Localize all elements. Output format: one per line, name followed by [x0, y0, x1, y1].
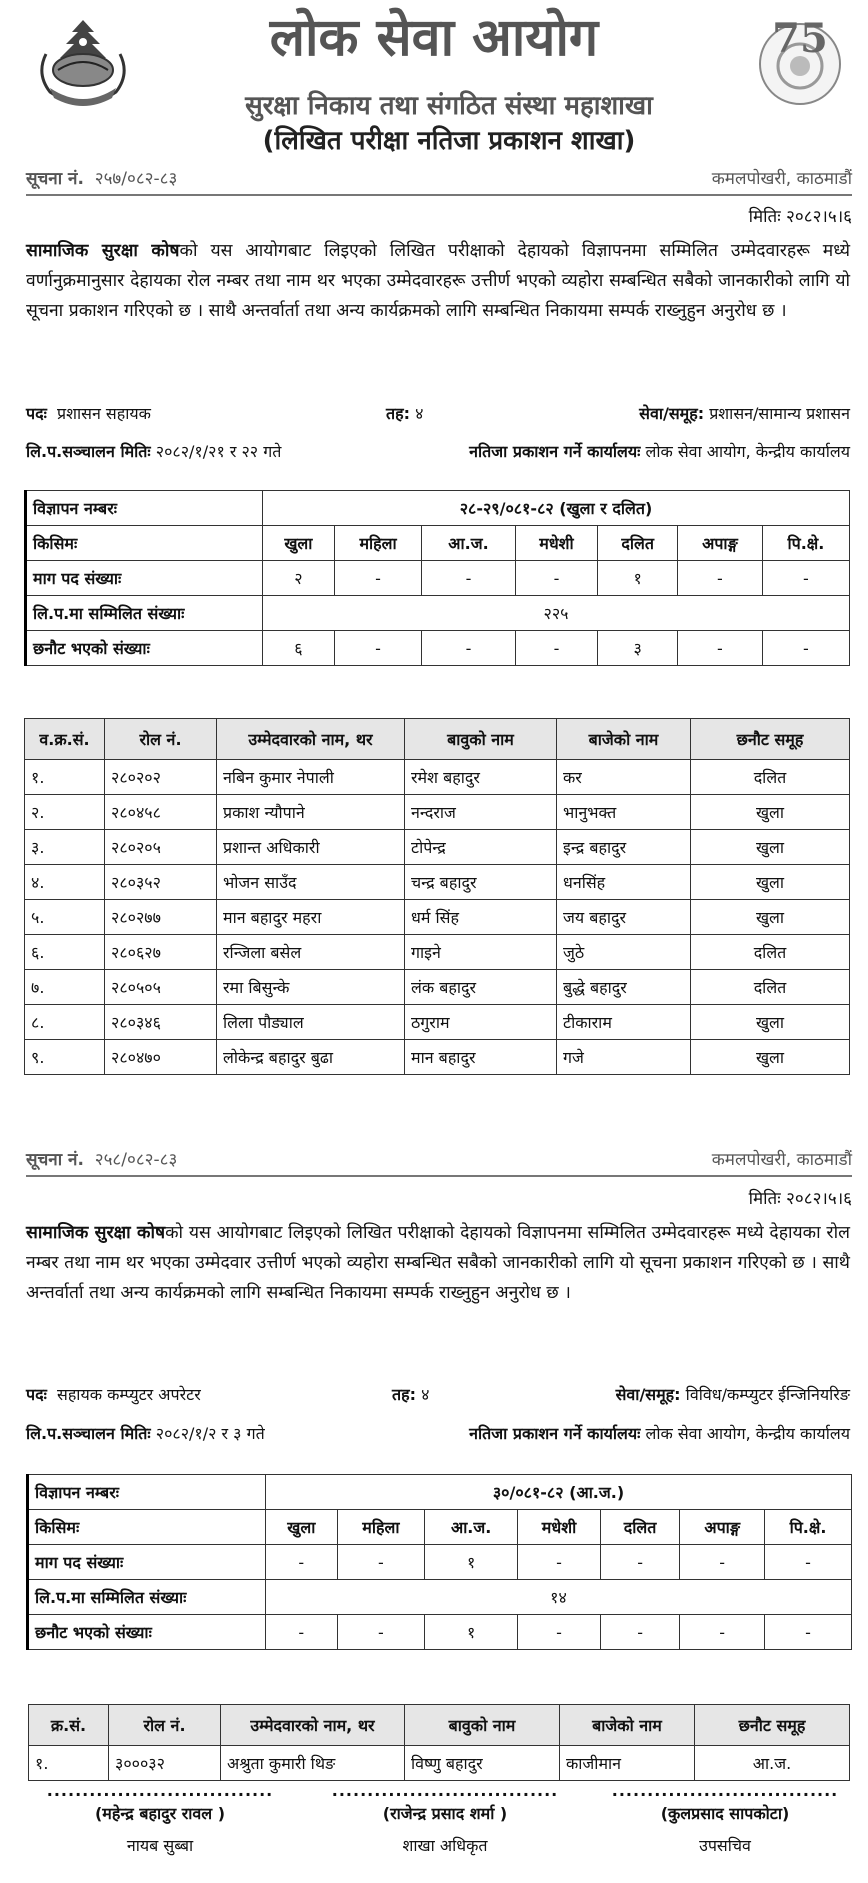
- level-value: ४: [415, 404, 424, 423]
- signature-2: [330, 1781, 560, 1856]
- selected-cell: ६: [263, 631, 335, 666]
- demand-label: माग पद संख्याः: [28, 1545, 266, 1580]
- table-cell: भानुभक्त: [557, 795, 691, 830]
- table-cell: काजीमान: [560, 1746, 695, 1781]
- level-value: ४: [421, 1385, 430, 1404]
- adv-number: २८-२९/०८१-८२ (खुला र दलित): [263, 491, 850, 526]
- type-cell: महिला: [337, 1510, 425, 1545]
- col-header: क्र.सं.: [29, 1705, 109, 1746]
- col-header: व.क्र.सं.: [25, 719, 105, 760]
- anniversary-logo-icon: [750, 8, 850, 112]
- demand-cell: -: [762, 561, 849, 596]
- table-cell: ७.: [25, 970, 105, 1005]
- selected-cell: -: [518, 1615, 601, 1650]
- table-cell: भोजन साउँद: [217, 865, 405, 900]
- notice-location-2: कमलपोखरी, काठमाडौं: [711, 1150, 852, 1170]
- table-cell: रन्जिला बसेल: [217, 935, 405, 970]
- table-cell: नबिन कुमार नेपाली: [217, 760, 405, 795]
- table-cell: जुठे: [557, 935, 691, 970]
- notice-number-value: २५७/०८२-८३: [94, 169, 178, 189]
- notice-number-value: २५८/०८२-८३: [94, 1150, 178, 1170]
- selected-cell: -: [762, 631, 849, 666]
- table-cell: १.: [29, 1746, 109, 1781]
- post-value: प्रशासन सहायक: [57, 404, 151, 423]
- post-2: [26, 1383, 201, 1405]
- signature-line: ................................: [611, 1781, 839, 1800]
- adv-label: विज्ञापन नम्बरः: [26, 491, 263, 526]
- demand-cell: -: [765, 1545, 852, 1580]
- type-cell: मधेशी: [518, 1510, 601, 1545]
- table-cell: कर: [557, 760, 691, 795]
- table-cell: २८०६२७: [105, 935, 217, 970]
- type-cell: आ.ज.: [422, 526, 515, 561]
- col-header: बावुको नाम: [405, 719, 557, 760]
- applied-label: लि.प.मा सम्मिलित संख्याः: [28, 1580, 266, 1615]
- col-header: रोल नं.: [109, 1705, 221, 1746]
- demand-cell: -: [337, 1545, 425, 1580]
- table-row: [25, 935, 850, 970]
- selected-cell: -: [765, 1615, 852, 1650]
- signature-1: [40, 1781, 280, 1856]
- applied-count: १४: [266, 1580, 852, 1615]
- division-title: सुरक्षा निकाय तथा संगठित संस्था महाशाखा: [245, 91, 653, 121]
- table-row: [25, 865, 850, 900]
- demand-cell: १: [598, 561, 678, 596]
- exam-date-2: [26, 1422, 265, 1444]
- type-cell: आ.ज.: [425, 1510, 518, 1545]
- selected-cell: -: [422, 631, 515, 666]
- table-cell: १.: [25, 760, 105, 795]
- service-value: प्रशासन/सामान्य प्रशासन: [709, 404, 850, 423]
- table-cell: ३०००३२: [109, 1746, 221, 1781]
- post-label: पदः: [26, 404, 47, 423]
- demand-row: [26, 561, 850, 596]
- notice-date-2: मितिः २०८२।५।६: [748, 1189, 852, 1209]
- level-2: [392, 1383, 429, 1405]
- exam-date-1: [26, 440, 281, 462]
- org-title: लोक सेवा आयोग: [269, 7, 599, 68]
- nepal-emblem-icon: [28, 14, 138, 110]
- table-cell: मान बहादुर महरा: [217, 900, 405, 935]
- signature-3: [610, 1781, 840, 1856]
- adv-label: विज्ञापन नम्बरः: [28, 1475, 266, 1510]
- type-cell: खुला: [266, 1510, 338, 1545]
- office-value: लोक सेवा आयोग, केन्द्रीय कार्यालय: [645, 442, 850, 461]
- office-2: [469, 1422, 850, 1444]
- post-value: सहायक कम्प्युटर अपरेटर: [57, 1385, 201, 1404]
- table-cell: आ.ज.: [695, 1746, 850, 1781]
- table-cell: ४.: [25, 865, 105, 900]
- applied-count: २२५: [263, 596, 850, 631]
- notice-number-2: [26, 1147, 177, 1170]
- type-cell: पि.क्षे.: [765, 1510, 852, 1545]
- service-value: विविध/कम्प्युटर ईन्जिनियरिङ: [685, 1385, 850, 1404]
- vacancy-table-2: [26, 1474, 852, 1650]
- table-cell: २८०२७७: [105, 900, 217, 935]
- org-name: सामाजिक सुरक्षा कोष: [26, 241, 180, 261]
- demand-cell: -: [518, 1545, 601, 1580]
- adv-row: [26, 491, 850, 526]
- notice-bar-2: [26, 1145, 852, 1177]
- table-cell: जय बहादुर: [557, 900, 691, 935]
- table-cell: प्रशान्त अधिकारी: [217, 830, 405, 865]
- col-header: रोल नं.: [105, 719, 217, 760]
- notice-date-1: मितिः २०८२।५।६: [748, 207, 852, 227]
- notice-label: सूचना नं.: [26, 169, 84, 189]
- notice-number-1: [26, 166, 177, 189]
- table-cell: दलित: [691, 970, 850, 1005]
- selected-cell: -: [266, 1615, 338, 1650]
- table-cell: २८०२०५: [105, 830, 217, 865]
- results-header: [29, 1705, 850, 1746]
- type-cell: पि.क्षे.: [762, 526, 849, 561]
- col-header: उम्मेदवारको नाम, थर: [221, 1705, 405, 1746]
- table-cell: नन्दराज: [405, 795, 557, 830]
- table-cell: खुला: [691, 830, 850, 865]
- notice-body-text: को यस आयोगबाट लिइएको लिखित परीक्षाको देहायको विज्ञापनमा सम्मिलित उम्मेदवारहरू मध्ये देहायका रोल नम्बर तथा नाम थर भएका उम्मेदवार उत्तीर्ण भएको व्यहोरा सम्बन्धित सबैको जानकारीको लागि यो सूचना प्रकाशन गरिएको छ । साथै अन्तर्वार्ता तथा अन्य कार्यक्रमको लागि सम्बन्धित निकायमा सम्पर्क राख्नुहुन अनुरोध छ ।: [26, 1223, 850, 1303]
- service-label: सेवा/समूह:: [639, 404, 705, 423]
- table-cell: इन्द्र बहादुर: [557, 830, 691, 865]
- table-cell: खुला: [691, 1040, 850, 1075]
- type-label: किसिमः: [26, 526, 263, 561]
- table-row: [25, 900, 850, 935]
- table-cell: प्रकाश न्यौपाने: [217, 795, 405, 830]
- table-cell: ८.: [25, 1005, 105, 1040]
- exam-label: लि.प.सञ्चालन मितिः: [26, 1424, 151, 1443]
- table-cell: २८०३४६: [105, 1005, 217, 1040]
- table-cell: २८०४७०: [105, 1040, 217, 1075]
- table-cell: खुला: [691, 900, 850, 935]
- results-table-2: [28, 1704, 850, 1781]
- notice-label: सूचना नं.: [26, 1150, 84, 1170]
- selected-cell: -: [337, 1615, 425, 1650]
- table-cell: खुला: [691, 865, 850, 900]
- selected-cell: -: [678, 631, 763, 666]
- selected-cell: -: [515, 631, 598, 666]
- level-label: तह:: [386, 404, 411, 423]
- demand-label: माग पद संख्याः: [26, 561, 263, 596]
- notice-body-1: [26, 236, 850, 326]
- table-row: [25, 795, 850, 830]
- table-cell: मान बहादुर: [405, 1040, 557, 1075]
- table-cell: लोकेन्द्र बहादुर बुढा: [217, 1040, 405, 1075]
- col-header: बावुको नाम: [405, 1705, 560, 1746]
- table-cell: लिला पौड्याल: [217, 1005, 405, 1040]
- selected-cell: -: [334, 631, 422, 666]
- post-1: [26, 402, 151, 424]
- signatory-title: उपसचिव: [699, 1836, 751, 1855]
- service-label: सेवा/समूह:: [615, 1385, 681, 1404]
- type-cell: महिला: [334, 526, 422, 561]
- anniversary-number: 75: [772, 15, 828, 62]
- demand-cell: -: [515, 561, 598, 596]
- table-cell: खुला: [691, 1005, 850, 1040]
- notice-bar-1: [26, 164, 852, 196]
- signature-line: ................................: [331, 1781, 559, 1800]
- type-label: किसिमः: [28, 1510, 266, 1545]
- col-header: बाजेको नाम: [560, 1705, 695, 1746]
- selected-cell: -: [680, 1615, 765, 1650]
- table-row: [25, 1040, 850, 1075]
- table-cell: चन्द्र बहादुर: [405, 865, 557, 900]
- org-name: सामाजिक सुरक्षा कोष: [26, 1223, 166, 1243]
- signatory-title: शाखा अधिकृत: [402, 1836, 488, 1855]
- demand-cell: -: [600, 1545, 679, 1580]
- section-title: (लिखित परीक्षा नतिजा प्रकाशन शाखा): [262, 126, 636, 156]
- demand-cell: २: [263, 561, 335, 596]
- demand-cell: १: [425, 1545, 518, 1580]
- type-cell: दलित: [598, 526, 678, 561]
- table-cell: खुला: [691, 795, 850, 830]
- notice-body-text: को यस आयोगबाट लिइएको लिखित परीक्षाको देहायको विज्ञापनमा सम्मिलित उम्मेदवारहरू मध्ये वर्णानुक्रमानुसार देहायका रोल नम्बर तथा नाम थर भएका उम्मेदवारहरू उत्तीर्ण भएको व्यहोरा सम्बन्धित सबैको जानकारीको लागि यो सूचना प्रकाशन गरिएको छ । साथै अन्तर्वार्ता तथा अन्य कार्यक्रमको लागि सम्बन्धित निकायमा सम्पर्क राख्नुहुन अनुरोध छ ।: [26, 241, 850, 321]
- table-row: [25, 760, 850, 795]
- table-cell: गाइने: [405, 935, 557, 970]
- signatory-title: नायब सुब्बा: [126, 1836, 194, 1855]
- table-row: [25, 1005, 850, 1040]
- table-cell: रमा बिसुन्के: [217, 970, 405, 1005]
- notice-body-2: [26, 1218, 850, 1308]
- table-cell: ९.: [25, 1040, 105, 1075]
- table-cell: दलित: [691, 760, 850, 795]
- demand-cell: -: [334, 561, 422, 596]
- table-cell: अश्रुता कुमारी थिङ: [221, 1746, 405, 1781]
- demand-cell: -: [680, 1545, 765, 1580]
- demand-cell: -: [422, 561, 515, 596]
- selected-label: छनौट भएको संख्याः: [28, 1615, 266, 1650]
- selected-row: [28, 1615, 852, 1650]
- selected-row: [26, 631, 850, 666]
- results-header: [25, 719, 850, 760]
- post-label: पदः: [26, 1385, 47, 1404]
- selected-cell: ३: [598, 631, 678, 666]
- selected-cell: १: [425, 1615, 518, 1650]
- type-cell: दलित: [600, 1510, 679, 1545]
- applied-row: [26, 596, 850, 631]
- service-2: [616, 1383, 850, 1405]
- results-table-1: [24, 718, 850, 1075]
- selected-label: छनौट भएको संख्याः: [26, 631, 263, 666]
- type-cell: खुला: [263, 526, 335, 561]
- table-row: [25, 830, 850, 865]
- table-cell: धनसिंह: [557, 865, 691, 900]
- service-1: [639, 402, 850, 424]
- demand-row: [28, 1545, 852, 1580]
- adv-number: ३०/०८१-८२ (आ.ज.): [266, 1475, 852, 1510]
- type-row: [28, 1510, 852, 1545]
- table-cell: दलित: [691, 935, 850, 970]
- office-label: नतिजा प्रकाशन गर्ने कार्यालयः: [469, 1424, 641, 1443]
- table-row: [25, 970, 850, 1005]
- table-cell: टीकाराम: [557, 1005, 691, 1040]
- table-cell: लंक बहादुर: [405, 970, 557, 1005]
- table-cell: विष्णु बहादुर: [405, 1746, 560, 1781]
- selected-cell: -: [600, 1615, 679, 1650]
- demand-cell: -: [266, 1545, 338, 1580]
- applied-label: लि.प.मा सम्मिलित संख्याः: [26, 596, 263, 631]
- table-cell: ठगुराम: [405, 1005, 557, 1040]
- type-cell: अपाङ्ग: [678, 526, 763, 561]
- level-1: [386, 402, 423, 424]
- col-header: छनौट समूह: [691, 719, 850, 760]
- table-cell: धर्म सिंह: [405, 900, 557, 935]
- office-value: लोक सेवा आयोग, केन्द्रीय कार्यालय: [645, 1424, 850, 1443]
- table-cell: २८०५०५: [105, 970, 217, 1005]
- signatory-name: (कुलप्रसाद सापकोटा): [660, 1804, 790, 1823]
- table-cell: २८०३५२: [105, 865, 217, 900]
- office-1: [469, 440, 850, 462]
- type-row: [26, 526, 850, 561]
- table-cell: २८०२०२: [105, 760, 217, 795]
- table-cell: २.: [25, 795, 105, 830]
- table-cell: गजे: [557, 1040, 691, 1075]
- col-header: छनौट समूह: [695, 1705, 850, 1746]
- table-cell: बुद्धे बहादुर: [557, 970, 691, 1005]
- table-cell: २८०४५८: [105, 795, 217, 830]
- exam-date-value: २०८२/१/२१ र २२ गते: [155, 442, 282, 461]
- table-cell: टोपेन्द्र: [405, 830, 557, 865]
- level-label: तह:: [392, 1385, 417, 1404]
- col-header: बाजेको नाम: [557, 719, 691, 760]
- table-cell: ५.: [25, 900, 105, 935]
- vacancy-table-1: [24, 490, 850, 666]
- table-cell: ३.: [25, 830, 105, 865]
- signature-line: ................................: [46, 1781, 274, 1800]
- exam-label: लि.प.सञ्चालन मितिः: [26, 442, 151, 461]
- type-cell: मधेशी: [515, 526, 598, 561]
- signatory-name: (महेन्द्र बहादुर रावल ): [94, 1804, 226, 1823]
- applied-row: [28, 1580, 852, 1615]
- col-header: उम्मेदवारको नाम, थर: [217, 719, 405, 760]
- table-row: [29, 1746, 850, 1781]
- demand-cell: -: [678, 561, 763, 596]
- office-label: नतिजा प्रकाशन गर्ने कार्यालयः: [469, 442, 641, 461]
- adv-row: [28, 1475, 852, 1510]
- exam-date-value: २०८२/१/२ र ३ गते: [155, 1424, 265, 1443]
- table-cell: रमेश बहादुर: [405, 760, 557, 795]
- table-cell: ६.: [25, 935, 105, 970]
- signatory-name: (राजेन्द्र प्रसाद शर्मा ): [382, 1804, 508, 1823]
- notice-location-1: कमलपोखरी, काठमाडौं: [711, 169, 852, 189]
- type-cell: अपाङ्ग: [680, 1510, 765, 1545]
